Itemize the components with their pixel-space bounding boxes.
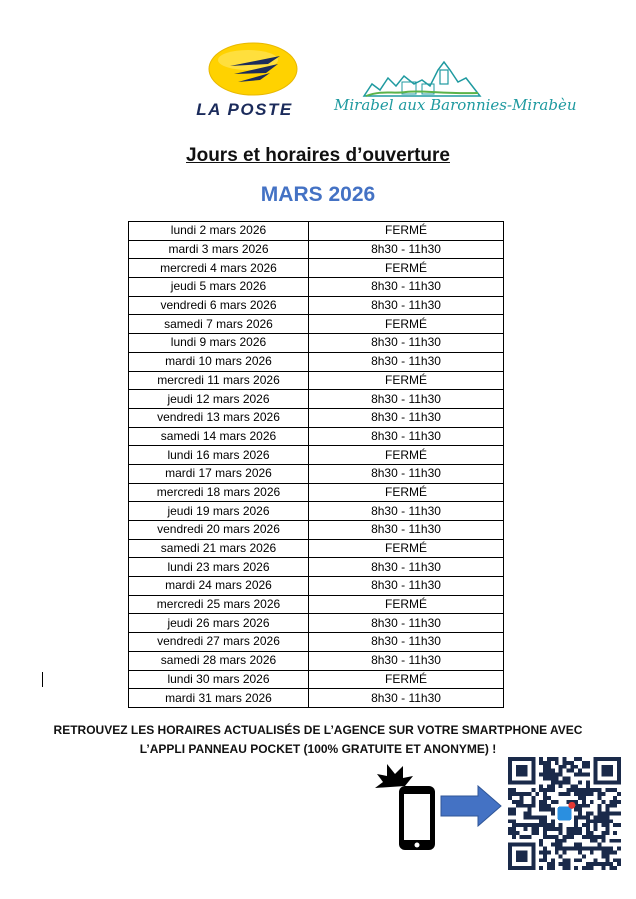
table-row	[129, 446, 504, 465]
day-cell: vendredi 20 mars 2026	[129, 521, 309, 540]
la-poste-wordmark: LA POSTE	[196, 100, 293, 119]
day-cell: lundi 30 mars 2026	[129, 670, 309, 689]
table-row	[129, 558, 504, 577]
hours-cell: 8h30 - 11h30	[309, 390, 504, 409]
table-row	[129, 502, 504, 521]
table-row	[129, 464, 504, 483]
footer-line-1: RETROUVEZ LES HORAIRES ACTUALISÉS DE L’AGENCE SUR VOTRE SMARTPHONE AVEC	[53, 723, 583, 737]
table-row	[129, 408, 504, 427]
table-row	[129, 371, 504, 390]
day-cell: jeudi 5 mars 2026	[129, 278, 309, 297]
hours-cell: FERMÉ	[309, 222, 504, 241]
table-row	[129, 427, 504, 446]
la-poste-bird-icon	[208, 42, 298, 96]
hours-cell: 8h30 - 11h30	[309, 614, 504, 633]
table-row	[129, 334, 504, 353]
table-row	[129, 296, 504, 315]
day-cell: mercredi 18 mars 2026	[129, 483, 309, 502]
day-cell: lundi 23 mars 2026	[129, 558, 309, 577]
hours-cell: 8h30 - 11h30	[309, 352, 504, 371]
day-cell: jeudi 12 mars 2026	[129, 390, 309, 409]
footer-notice	[0, 721, 636, 759]
hours-cell: 8h30 - 11h30	[309, 240, 504, 259]
day-cell: mercredi 4 mars 2026	[129, 259, 309, 278]
table-row	[129, 633, 504, 652]
table-row	[129, 651, 504, 670]
hours-cell: 8h30 - 11h30	[309, 296, 504, 315]
hours-cell: 8h30 - 11h30	[309, 427, 504, 446]
hours-cell: 8h30 - 11h30	[309, 558, 504, 577]
table-row	[129, 670, 504, 689]
table-row	[129, 222, 504, 241]
la-poste-logo	[182, 42, 307, 122]
table-row	[129, 278, 504, 297]
month-heading: MARS 2026	[260, 183, 376, 206]
table-row	[129, 577, 504, 596]
hours-cell: 8h30 - 11h30	[309, 502, 504, 521]
hours-cell: 8h30 - 11h30	[309, 651, 504, 670]
hours-cell: FERMÉ	[309, 483, 504, 502]
hours-cell: 8h30 - 11h30	[309, 689, 504, 708]
qr-code[interactable]	[508, 757, 621, 870]
day-cell: samedi 21 mars 2026	[129, 539, 309, 558]
page-title: Jours et horaires d’ouverture	[186, 145, 450, 166]
hours-cell: FERMÉ	[309, 670, 504, 689]
table-row	[129, 315, 504, 334]
day-cell: lundi 9 mars 2026	[129, 334, 309, 353]
day-cell: samedi 7 mars 2026	[129, 315, 309, 334]
text-cursor	[42, 672, 43, 687]
day-cell: mardi 17 mars 2026	[129, 464, 309, 483]
hours-cell: FERMÉ	[309, 259, 504, 278]
village-name: Mirabel aux Baronnies-Mirabèu	[334, 96, 577, 114]
day-cell: lundi 2 mars 2026	[129, 222, 309, 241]
footer-line-2: L’APPLI PANNEAU POCKET (100% GRATUITE ET ANONYME) !	[139, 742, 497, 756]
hours-cell: 8h30 - 11h30	[309, 464, 504, 483]
logo-bar	[0, 42, 636, 122]
village-skyline-icon	[362, 60, 482, 98]
day-cell: mercredi 25 mars 2026	[129, 595, 309, 614]
schedule-table	[128, 221, 504, 708]
hours-cell: FERMÉ	[309, 446, 504, 465]
table-row	[129, 240, 504, 259]
right-arrow-icon	[440, 785, 502, 827]
table-row	[129, 595, 504, 614]
day-cell: mardi 31 mars 2026	[129, 689, 309, 708]
hours-cell: FERMÉ	[309, 595, 504, 614]
hours-cell: 8h30 - 11h30	[309, 278, 504, 297]
hours-cell: 8h30 - 11h30	[309, 334, 504, 353]
day-cell: mardi 10 mars 2026	[129, 352, 309, 371]
hours-cell: FERMÉ	[309, 539, 504, 558]
table-row	[129, 352, 504, 371]
table-row	[129, 483, 504, 502]
table-row	[129, 614, 504, 633]
hours-cell: 8h30 - 11h30	[309, 577, 504, 596]
table-row	[129, 539, 504, 558]
table-row	[129, 259, 504, 278]
day-cell: mardi 3 mars 2026	[129, 240, 309, 259]
hours-cell: FERMÉ	[309, 371, 504, 390]
table-row	[129, 689, 504, 708]
day-cell: samedi 28 mars 2026	[129, 651, 309, 670]
table-row	[129, 390, 504, 409]
hours-cell: 8h30 - 11h30	[309, 408, 504, 427]
hours-cell: FERMÉ	[309, 315, 504, 334]
day-cell: lundi 16 mars 2026	[129, 446, 309, 465]
day-cell: mardi 24 mars 2026	[129, 577, 309, 596]
day-cell: jeudi 19 mars 2026	[129, 502, 309, 521]
day-cell: mercredi 11 mars 2026	[129, 371, 309, 390]
day-cell: samedi 14 mars 2026	[129, 427, 309, 446]
mirabel-logo	[334, 60, 577, 122]
table-row	[129, 521, 504, 540]
hours-cell: 8h30 - 11h30	[309, 521, 504, 540]
day-cell: vendredi 27 mars 2026	[129, 633, 309, 652]
hours-cell: 8h30 - 11h30	[309, 633, 504, 652]
smartphone-flash-icon	[373, 760, 443, 855]
day-cell: vendredi 13 mars 2026	[129, 408, 309, 427]
day-cell: jeudi 26 mars 2026	[129, 614, 309, 633]
day-cell: vendredi 6 mars 2026	[129, 296, 309, 315]
